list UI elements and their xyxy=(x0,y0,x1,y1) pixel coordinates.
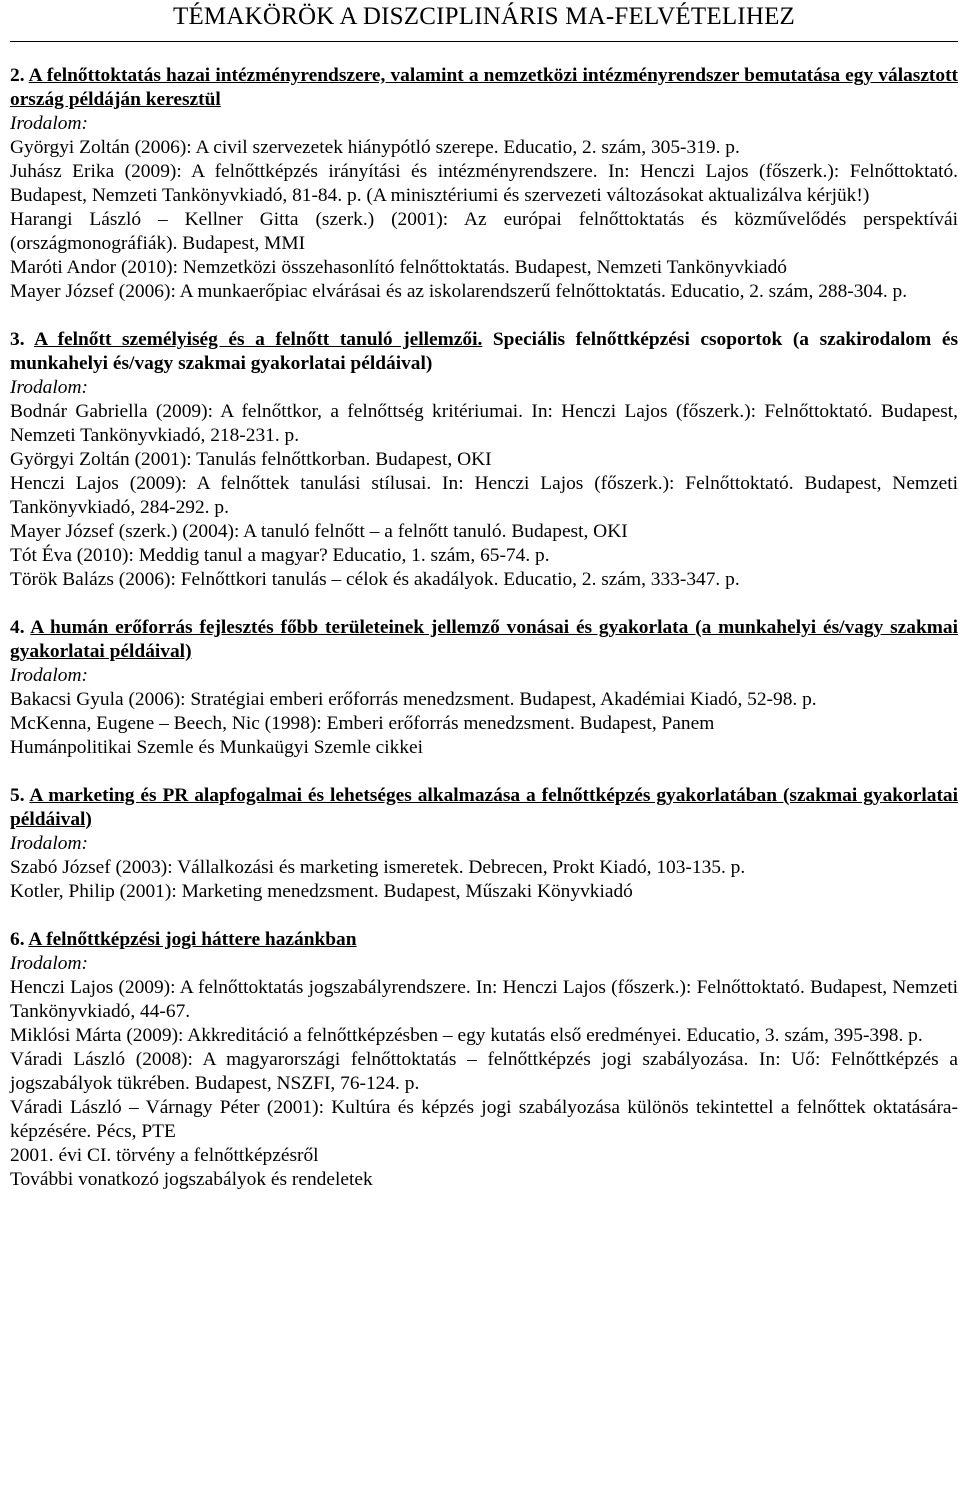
topic-section xyxy=(10,928,958,1192)
reference-item: Tót Éva (2010): Meddig tanul a magyar? Educatio, 1. szám, 65-74. p. xyxy=(10,545,550,566)
reference-item: További vonatkozó jogszabályok és rendeletek xyxy=(10,1169,373,1190)
topic-number: 4. xyxy=(10,617,25,638)
reference-item: Humánpolitikai Szemle és Munkaügyi Szemle cikkei xyxy=(10,737,424,758)
literature-label: Irodalom: xyxy=(10,377,88,398)
literature-label: Irodalom: xyxy=(10,953,88,974)
topic-number: 6. xyxy=(10,929,25,950)
topic-section xyxy=(10,64,958,304)
literature-label: Irodalom: xyxy=(10,665,88,686)
topic-heading xyxy=(10,328,958,376)
topic-section xyxy=(10,328,958,592)
topic-title: A humán erőforrás fejlesztés főbb területeinek jellemző vonásai és gyakorlata (a munkahelyi és/vagy szakmai gyakorlatai példáival) xyxy=(10,617,958,662)
reference-item: Török Balázs (2006): Felnőttkori tanulás – célok és akadályok. Educatio, 2. szám, 333-347. p. xyxy=(10,569,740,590)
section-gap xyxy=(10,760,958,784)
topic-number: 5. xyxy=(10,785,25,806)
topic-title: A felnőtt személyiség és a felnőtt tanuló jellemzői. xyxy=(34,329,483,350)
section-gap xyxy=(10,592,958,616)
literature-label: Irodalom: xyxy=(10,113,88,134)
section-gap xyxy=(10,904,958,928)
reference-item: Miklósi Márta (2009): Akkreditáció a felnőttképzésben – egy kutatás első eredményei. Educatio, 3. szám, 395-398. p. xyxy=(10,1025,923,1046)
topic-heading xyxy=(10,928,958,952)
topic-section xyxy=(10,784,958,904)
page-title: TÉMAKÖRÖK A DISZCIPLINÁRIS MA-FELVÉTELIHEZ xyxy=(172,3,796,30)
reference-item: Bodnár Gabriella (2009): A felnőttkor, a felnőttség kritériumai. In: Henczi Lajos (főszerk.): Felnőttoktató. Budapest, Nemzeti Tankönyvkiadó, 218-231. p. xyxy=(10,401,958,446)
reference-item: Henczi Lajos (2009): A felnőttek tanulási stílusai. In: Henczi Lajos (főszerk.): Felnőttoktató. Budapest, Nemzeti Tankönyvkiadó, 284-292. p. xyxy=(10,473,958,518)
reference-item: 2001. évi CI. törvény a felnőttképzésről xyxy=(10,1145,319,1166)
reference-item: Bakacsi Gyula (2006): Stratégiai emberi erőforrás menedzsment. Budapest, Akadémiai Kiadó, 52-98. p. xyxy=(10,689,817,710)
reference-item: Juhász Erika (2009): A felnőttképzés irányítási és intézményrendszere. In: Henczi Lajos (főszerk.): Felnőttoktató. Budapest, Nemzeti Tankönyvkiadó, 81-84. p. (A minisztériumi és szervezeti változásokat aktualizálva kérjük!) xyxy=(10,161,958,206)
literature-label: Irodalom: xyxy=(10,833,88,854)
reference-item: Váradi László (2008): A magyarországi felnőttoktatás – felnőttképzés jogi szabályozása. In: Uő: Felnőttképzés a jogszabályok tükrében. Budapest, NSZFI, 76-124. p. xyxy=(10,1049,958,1094)
topic-title: A felnőttképzési jogi háttere hazánkban xyxy=(28,929,357,950)
reference-item: Mayer József (2006): A munkaerőpiac elvárásai és az iskolarendszerű felnőttoktatás. Educatio, 2. szám, 288-304. p. xyxy=(10,281,908,302)
topic-number: 3. xyxy=(10,329,25,350)
reference-item: Maróti Andor (2010): Nemzetközi összehasonlító felnőttoktatás. Budapest, Nemzeti Tankönyvkiadó xyxy=(10,257,787,278)
topic-number: 2. xyxy=(10,65,25,86)
reference-item: Kotler, Philip (2001): Marketing menedzsment. Budapest, Műszaki Könyvkiadó xyxy=(10,881,633,902)
reference-item: McKenna, Eugene – Beech, Nic (1998): Emberi erőforrás menedzsment. Budapest, Panem xyxy=(10,713,715,734)
topic-heading xyxy=(10,64,958,112)
reference-item: Váradi László – Várnagy Péter (2001): Kultúra és képzés jogi szabályozása különös tekintettel a felnőttek oktatására-képzésére. Pécs, PTE xyxy=(10,1097,958,1142)
reference-item: Henczi Lajos (2009): A felnőttoktatás jogszabályrendszere. In: Henczi Lajos (főszerk.): Felnőttoktató. Budapest, Nemzeti Tankönyvkiadó, 44-67. xyxy=(10,977,958,1022)
section-gap xyxy=(10,304,958,328)
topic-section xyxy=(10,616,958,760)
document-page xyxy=(10,0,958,1192)
reference-item: Mayer József (szerk.) (2004): A tanuló felnőtt – a felnőtt tanuló. Budapest, OKI xyxy=(10,521,628,542)
reference-item: Györgyi Zoltán (2001): Tanulás felnőttkorban. Budapest, OKI xyxy=(10,449,492,470)
topic-title: A marketing és PR alapfogalmai és lehetséges alkalmazása a felnőttképzés gyakorlatában (szakmai gyakorlatai példáival) xyxy=(10,785,958,830)
reference-item: Györgyi Zoltán (2006): A civil szervezetek hiánypótló szerepe. Educatio, 2. szám, 305-319. p. xyxy=(10,137,740,158)
reference-item: Harangi László – Kellner Gitta (szerk.) (2001): Az európai felnőttoktatás és közművelődés perspektívái (országmonográfiák). Budapest, MMI xyxy=(10,209,958,254)
topic-heading xyxy=(10,616,958,664)
topic-heading xyxy=(10,784,958,832)
spacer xyxy=(10,42,958,64)
topic-title-extra: Speciális felnőttképzési csoportok (a szakirodalom és munkahelyi és/vagy szakmai gyakorlatai példáival) xyxy=(10,329,958,374)
topic-sections xyxy=(10,64,958,1192)
topic-title: A felnőttoktatás hazai intézményrendszere, valamint a nemzetközi intézményrendszer bemutatása egy választott ország példáján keresztül xyxy=(10,65,958,110)
reference-item: Szabó József (2003): Vállalkozási és marketing ismeretek. Debrecen, Prokt Kiadó, 103-135. p. xyxy=(10,857,746,878)
